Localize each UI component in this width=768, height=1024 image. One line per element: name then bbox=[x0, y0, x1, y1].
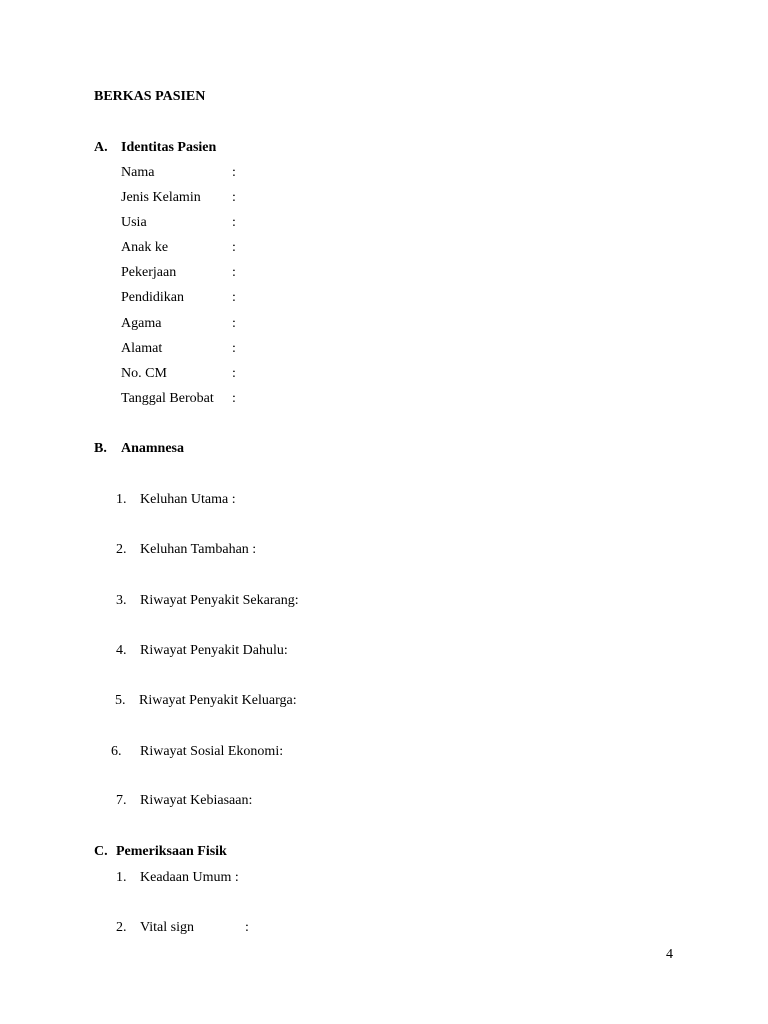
list-item-riwayat-dahulu bbox=[116, 642, 288, 659]
field-row-pekerjaan bbox=[121, 264, 236, 281]
field-row-alamat bbox=[121, 340, 236, 357]
list-number: 3. bbox=[116, 593, 127, 608]
list-text: Riwayat Sosial Ekonomi: bbox=[140, 744, 284, 759]
section-a-letter: A. bbox=[94, 140, 108, 155]
list-item-keadaan-umum bbox=[116, 869, 239, 886]
field-label: No. CM bbox=[121, 366, 167, 381]
list-item-riwayat-kebiasaan bbox=[116, 792, 252, 809]
field-separator: : bbox=[232, 240, 236, 255]
field-separator: : bbox=[232, 290, 236, 305]
field-label: Jenis Kelamin bbox=[121, 190, 201, 205]
list-number: 1. bbox=[116, 870, 127, 885]
list-number: 2. bbox=[116, 920, 127, 935]
field-separator: : bbox=[232, 341, 236, 356]
list-item-riwayat-keluarga bbox=[115, 692, 297, 709]
field-separator: : bbox=[232, 391, 236, 406]
field-label: Tanggal Berobat bbox=[121, 391, 214, 406]
field-label: Nama bbox=[121, 165, 155, 180]
vital-sign-label: Vital sign bbox=[140, 920, 194, 935]
field-label: Usia bbox=[121, 215, 147, 230]
section-a-heading bbox=[94, 139, 216, 156]
list-number: 5. bbox=[115, 693, 126, 708]
list-item-vital-sign bbox=[116, 919, 249, 936]
list-text: Keluhan Utama : bbox=[140, 492, 236, 507]
list-text: Riwayat Kebiasaan: bbox=[140, 793, 253, 808]
field-row-anak-ke bbox=[121, 239, 236, 256]
list-item-riwayat-sekarang bbox=[116, 592, 299, 609]
field-row-agama bbox=[121, 315, 236, 332]
document-title: BERKAS PASIEN bbox=[94, 89, 206, 104]
field-separator: : bbox=[232, 215, 236, 230]
list-number: 7. bbox=[116, 793, 127, 808]
list-text: Keadaan Umum : bbox=[140, 870, 239, 885]
field-row-pendidikan bbox=[121, 289, 236, 306]
list-text: Riwayat Penyakit Keluarga: bbox=[139, 693, 297, 708]
field-separator: : bbox=[232, 265, 236, 280]
field-row-usia bbox=[121, 214, 236, 231]
section-c-letter: C. bbox=[94, 844, 108, 859]
list-number: 2. bbox=[116, 542, 127, 557]
field-row-no-cm bbox=[121, 365, 236, 382]
field-separator: : bbox=[232, 190, 236, 205]
section-b-title: Anamnesa bbox=[121, 441, 185, 456]
vital-sign-separator: : bbox=[245, 920, 249, 935]
list-text: Riwayat Penyakit Sekarang: bbox=[140, 593, 299, 608]
list-item-riwayat-sosial bbox=[111, 743, 283, 760]
section-a-title: Identitas Pasien bbox=[121, 140, 217, 155]
list-text: Keluhan Tambahan : bbox=[140, 542, 257, 557]
list-number: 6. bbox=[111, 744, 122, 759]
field-separator: : bbox=[232, 366, 236, 381]
field-label: Pekerjaan bbox=[121, 265, 177, 280]
section-c-title: Pemeriksaan Fisik bbox=[116, 844, 227, 859]
field-row-nama bbox=[121, 164, 236, 181]
list-number: 4. bbox=[116, 643, 127, 658]
field-label: Pendidikan bbox=[121, 290, 184, 305]
list-text: Riwayat Penyakit Dahulu: bbox=[140, 643, 288, 658]
field-row-tanggal-berobat bbox=[121, 390, 236, 407]
field-separator: : bbox=[232, 316, 236, 331]
section-c-heading bbox=[94, 843, 227, 860]
field-label: Anak ke bbox=[121, 240, 169, 255]
section-b-heading bbox=[94, 440, 184, 457]
list-number: 1. bbox=[116, 492, 127, 507]
field-label: Alamat bbox=[121, 341, 163, 356]
field-label: Agama bbox=[121, 316, 162, 331]
section-b-letter: B. bbox=[94, 441, 107, 456]
list-item-keluhan-utama bbox=[116, 491, 236, 508]
list-item-keluhan-tambahan bbox=[116, 541, 256, 558]
page-number: 4 bbox=[666, 947, 673, 962]
field-row-jenis-kelamin bbox=[121, 189, 236, 206]
field-separator: : bbox=[232, 165, 236, 180]
